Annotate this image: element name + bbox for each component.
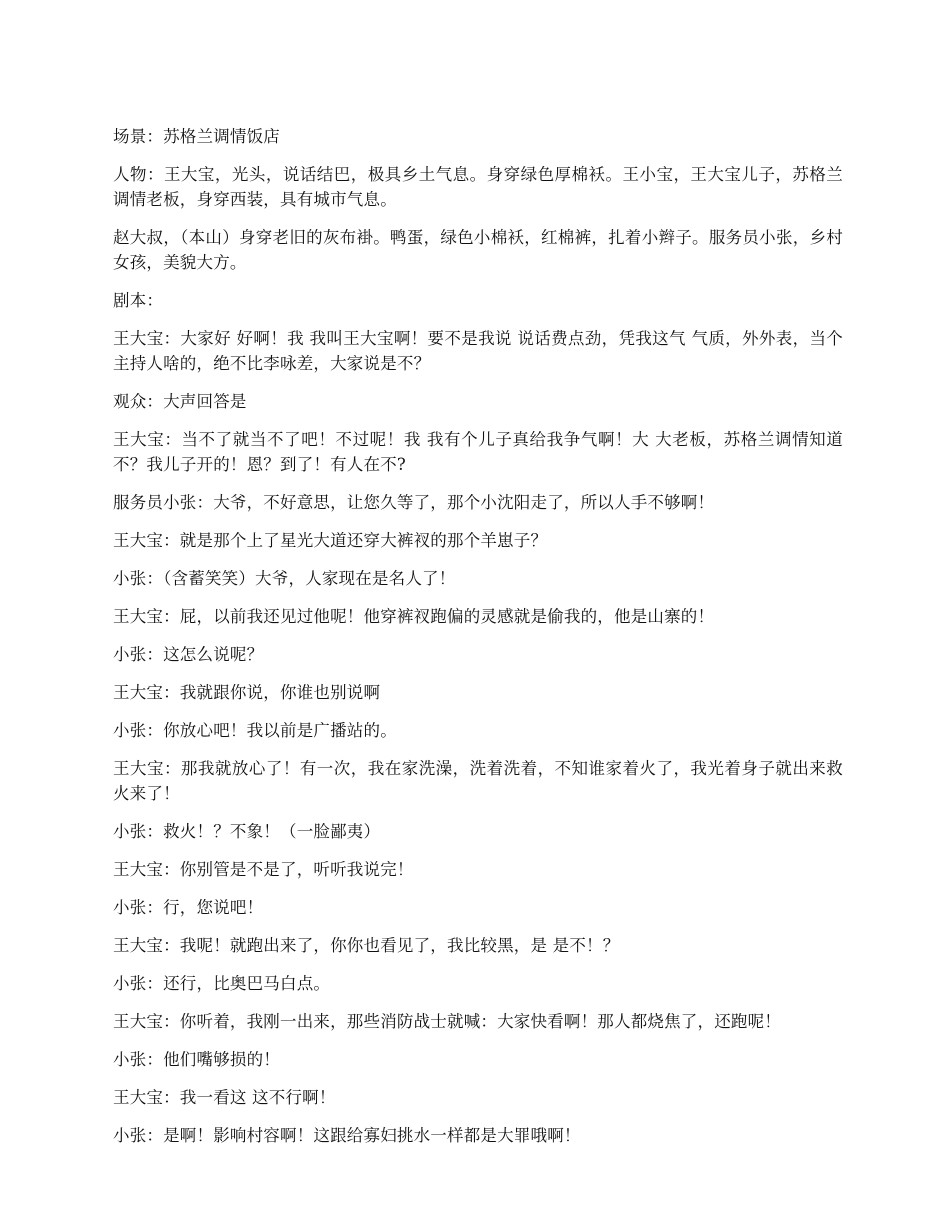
scene-line: 场景：苏格兰调情饭店 — [113, 127, 280, 146]
dialogue-line: 小张：行，您说吧！ — [113, 898, 264, 917]
dialogue-line: 王大宝：你别管是不是了，听听我说完！ — [113, 860, 414, 879]
dialogue-line: 小张：是啊！影响村容啊！这跟给寡妇挑水一样都是大罪哦啊！ — [113, 1126, 581, 1145]
dialogue-line: 王大宝：我一看这 这不行啊！ — [113, 1088, 336, 1107]
dialogue-line: 小张：还行，比奥巴马白点。 — [113, 974, 331, 993]
dialogue-line: 小张：救火！？不象！（一脸鄙夷） — [113, 822, 381, 841]
dialogue-line: 小张：这怎么说呢？ — [113, 645, 264, 664]
dialogue-line: 观众：大声回答是 — [113, 392, 247, 411]
dialogue-line: 王大宝：你听着，我刚一出来，那些消防战士就喊：大家快看啊！那人都烧焦了，还跑呢！ — [113, 1012, 781, 1031]
dialogue-line: 王大宝：就是那个上了星光大道还穿大裤衩的那个羊崽子？ — [113, 531, 548, 550]
dialogue-line: 小张：你放心吧！我以前是广播站的。 — [113, 721, 397, 740]
dialogue-line: 王大宝：我就跟你说，你谁也别说啊 — [113, 683, 381, 702]
dialogue-line: 王大宝：屁，以前我还见过他呢！他穿裤衩跑偏的灵感就是偷我的，他是山寨的！ — [113, 607, 715, 626]
characters-paragraph: 人物：王大宝，光头，说话结巴，极具乡土气息。身穿绿色厚棉袄。王小宝，王大宝儿子，苏格兰调情老板，身穿西装，具有城市气息。 — [113, 165, 843, 209]
dialogue-line: 小张：（含蓄笑笑）大爷，人家现在是名人了！ — [113, 569, 456, 588]
dialogue-line: 王大宝：大家好 好啊！我 我叫王大宝啊！要不是我说 说话费点劲，凭我这气 气质，外外表，当个主持人啥的，绝不比李咏差，大家说是不？ — [113, 329, 843, 373]
dialogue-line: 王大宝：当不了就当不了吧！不过呢！我 我有个儿子真给我争气啊！大 大老板，苏格兰调情知道不？我儿子开的！恩？到了！有人在不? — [113, 430, 843, 474]
dialogue-line: 王大宝：那我就放心了！有一次，我在家洗澡，洗着洗着，不知谁家着火了，我光着身子就出来救火来了！ — [113, 759, 843, 803]
dialogue-line: 王大宝：我呢！就跑出来了，你你也看见了，我比较黑，是 是不！？ — [113, 936, 620, 955]
characters-paragraph-continued: 赵大叔，（本山）身穿老旧的灰布褂。鸭蛋，绿色小棉袄，红棉裤，扎着小辫子。服务员小张，乡村女孩，美貌大方。 — [113, 228, 843, 272]
document-page — [113, 124, 843, 1161]
dialogue-line: 服务员小张：大爷，不好意思，让您久等了，那个小沈阳走了，所以人手不够啊！ — [113, 493, 715, 512]
dialogue-line: 小张：他们嘴够损的！ — [113, 1050, 280, 1069]
script-heading: 剧本： — [113, 291, 164, 310]
